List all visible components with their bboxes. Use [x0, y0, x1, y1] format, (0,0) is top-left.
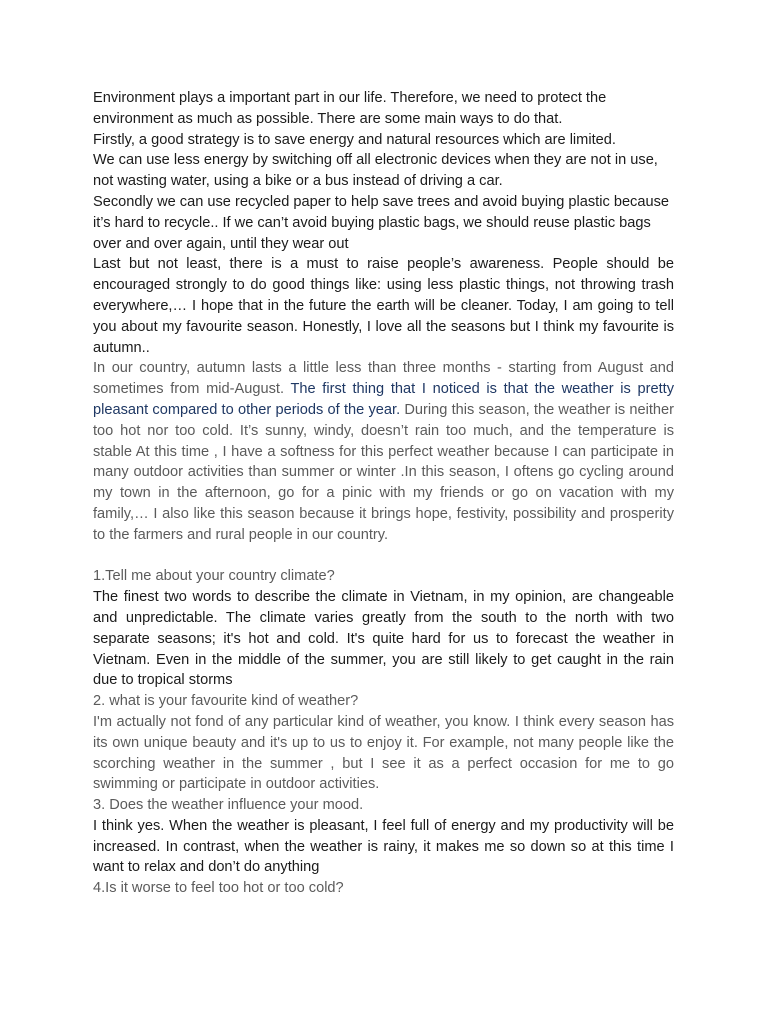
autumn-text-highlight: The first thing that I noticed is that the weather is pretty pleasant compared to other periods of the year.: [93, 381, 674, 418]
question-4: 4.Is it worse to feel too hot or too cold?: [93, 880, 344, 897]
question-3: 3. Does the weather influence your mood.: [93, 797, 364, 814]
essay-paragraph-awareness: Last but not least, there is a must to raise people’s awareness. People should be encouraged strongly to do good things like: using less plastic things, not throwing trash everywhere,… I hope that in the future the earth will be cleaner. Today, I am going to tell you about my favourite season. Honestly, I love all the seasons but I think my favourite is autumn..: [93, 256, 674, 356]
answer-3: I think yes. When the weather is pleasant, I feel full of energy and my productivity will be increased. In contrast, when the weather is rainy, it makes me so down so at this time I want to relax and don’t do anything: [93, 817, 674, 876]
essay-paragraph-first-strategy: Firstly, a good strategy is to save energy and natural resources which are limited.: [93, 131, 616, 148]
question-1: 1.Tell me about your country climate?: [93, 568, 335, 585]
answer-1: The finest two words to describe the climate in Vietnam, in my opinion, are changeable and unpredictable. The climate varies greatly from the south to the north with two separate seasons; it's hot and cold. It's quite hard for us to forecast the weather in Vietnam. Even in the middle of the summer, you are still likely to get caught in the rain due to tropical storms: [93, 589, 674, 689]
question-2: 2. what is your favourite kind of weather?: [93, 693, 359, 710]
essay-paragraph-recycle: Secondly we can use recycled paper to help save trees and avoid buying plastic because it’s hard to recycle.. If we can’t avoid buying plastic bags, we should reuse plastic bags over and over again, until they wear out: [93, 193, 669, 252]
paragraph-gap: [93, 546, 674, 567]
autumn-text-end: During this season, the weather is neither too hot nor too cold. It’s sunny, windy, doesn’t rain too much, and the temperature is stable At this time , I have a softness for this perfect weather because I can participate in many outdoor activities than summer or winter .In this season, I oftens go cycling around my town in the afternoon, go for a pinic with my friends or go on vacation with my family,… I also like this season because it brings hope, festivity, possibility and prosperity to the farmers and rural people in our country.: [93, 401, 674, 543]
essay-paragraph-intro: Environment plays a important part in our life. Therefore, we need to protect the environment as much as possible. There are some main ways to do that.: [93, 90, 607, 127]
answer-2: I'm actually not fond of any particular kind of weather, you know. I think every season has its own unique beauty and it's up to us to enjoy it. For example, not many people like the scorching weather in the summer , but I see it as a perfect occasion for me to go swimming or participate in outdoor activities.: [93, 713, 674, 793]
essay-paragraph-autumn: [93, 358, 674, 545]
autumn-text-start: In our country, autumn lasts a little less than three months - starting from August and sometimes from mid-August.: [93, 360, 674, 398]
essay-paragraph-save-energy: We can use less energy by switching off all electronic devices when they are not in use, not wasting water, using a bike or a bus instead of driving a car.: [93, 152, 658, 190]
